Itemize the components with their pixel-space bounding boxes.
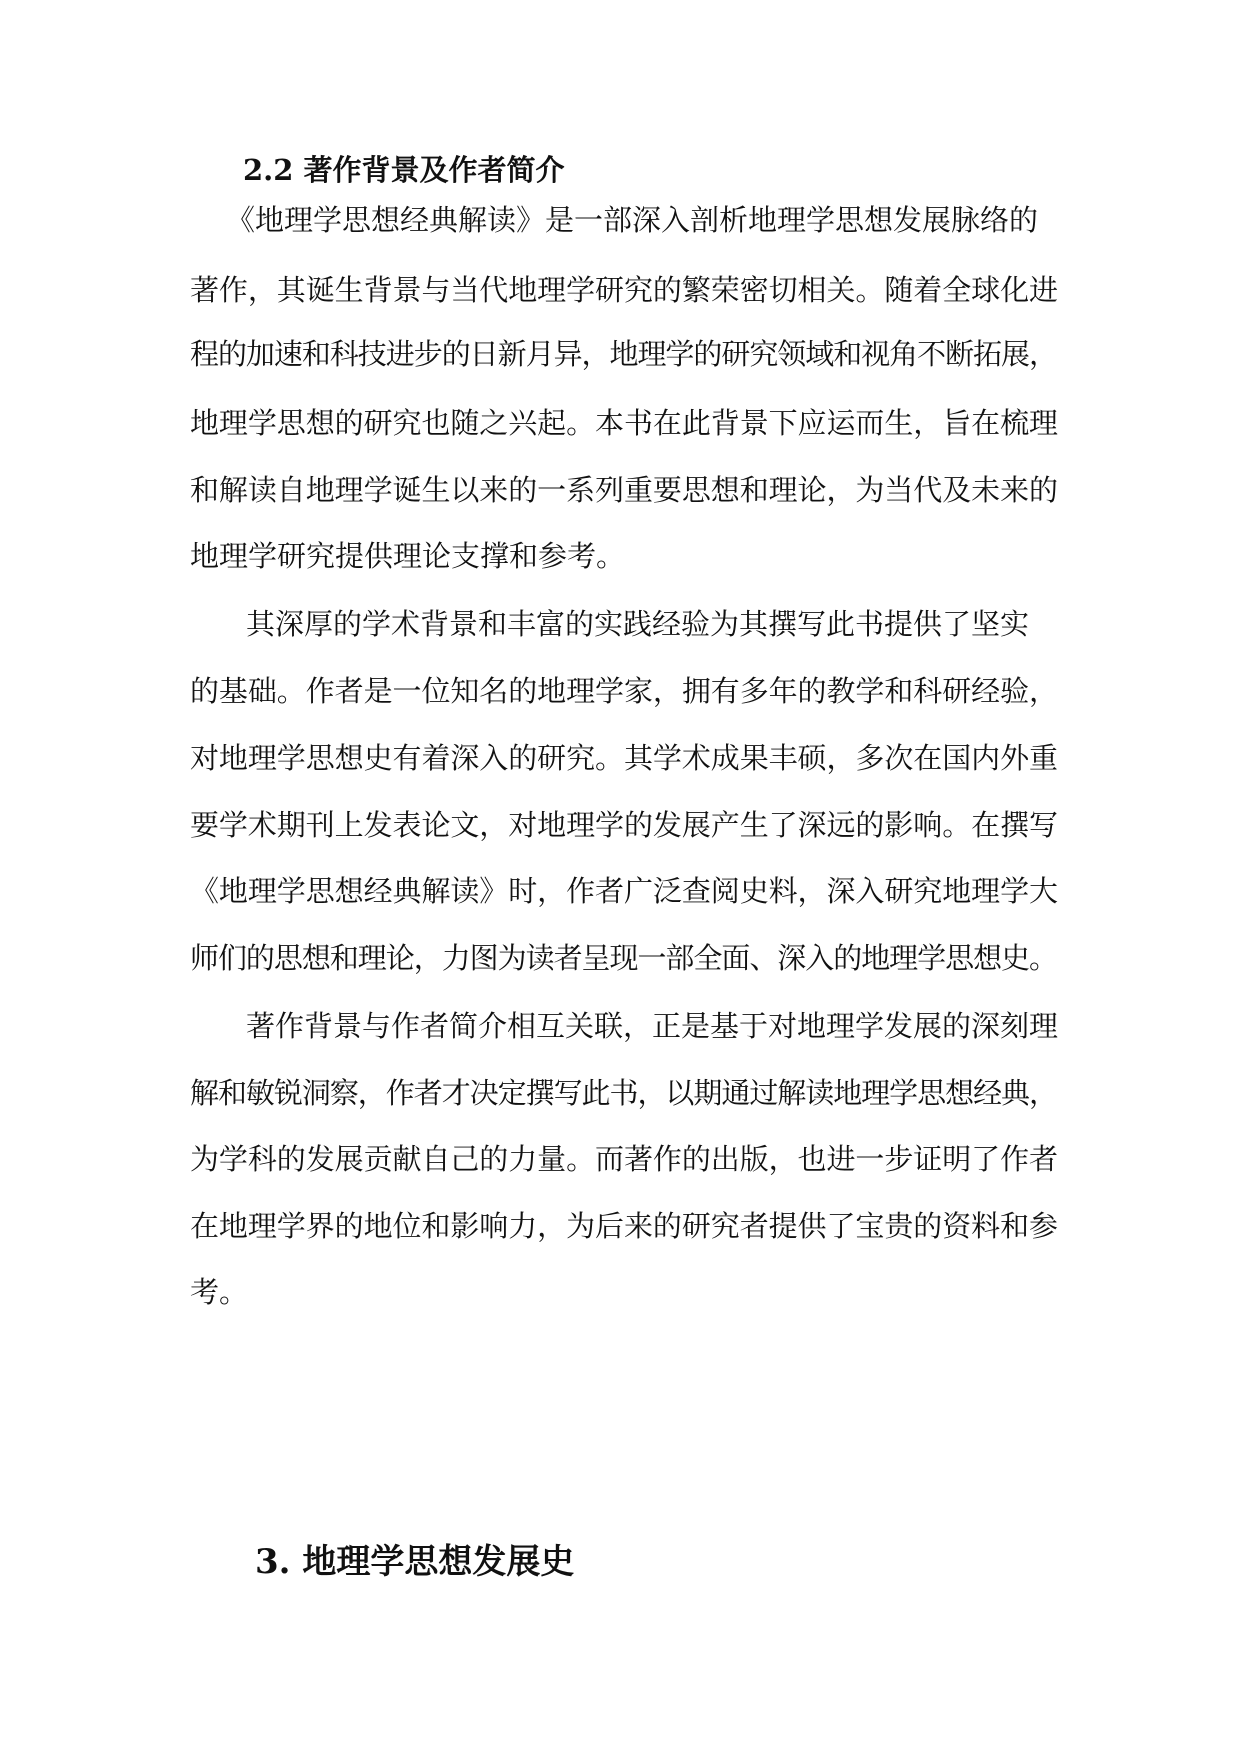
text-line: 地理学思想的研究也随之兴起。本书在此背景下应运而生，旨在梳理 [190,406,1058,440]
text-line: 著作背景与作者简介相互关联，正是基于对地理学发展的深刻理 [246,1009,1059,1043]
text-line: 师们的思想和理论，力图为读者呈现一部全面、深入的地理学思想史。 [190,941,1057,975]
text-line: 地理学研究提供理论支撑和参考。 [190,539,626,573]
text-line: 《地理学思想经典解读》是一部深入剖析地理学思想发展脉络的 [226,203,1039,237]
text-line: 对地理学思想史有着深入的研究。其学术成果丰硕，多次在国内外重 [190,741,1058,775]
text-line: 为学科的发展贡献自己的力量。而著作的出版，也进一步证明了作者 [190,1142,1058,1176]
chapter-heading: 3. 地理学思想发展史 [255,1542,575,1582]
text-line: 的基础。作者是一位知名的地理学家，拥有多年的教学和科研经验， [190,674,1058,708]
text-line: 要学术期刊上发表论文，对地理学的发展产生了深远的影响。在撰写 [190,808,1058,842]
text-line: 《地理学思想经典解读》时，作者广泛查阅史料，深入研究地理学大 [190,874,1058,908]
text-line: 程的加速和科技进步的日新月异，地理学的研究领域和视角不断拓展， [190,337,1057,371]
text-line: 解和敏锐洞察，作者才决定撰写此书，以期通过解读地理学思想经典， [190,1076,1057,1110]
section-heading: 2.2 著作背景及作者简介 [243,153,565,187]
text-line: 考。 [190,1275,249,1309]
text-line: 在地理学界的地位和影响力，为后来的研究者提供了宝贵的资料和参 [190,1209,1058,1243]
text-line: 著作，其诞生背景与当代地理学研究的繁荣密切相关。随着全球化进 [190,273,1058,307]
text-line: 和解读自地理学诞生以来的一系列重要思想和理论，为当代及未来的 [190,473,1058,507]
text-line: 其深厚的学术背景和丰富的实践经验为其撰写此书提供了坚实 [246,607,1030,641]
